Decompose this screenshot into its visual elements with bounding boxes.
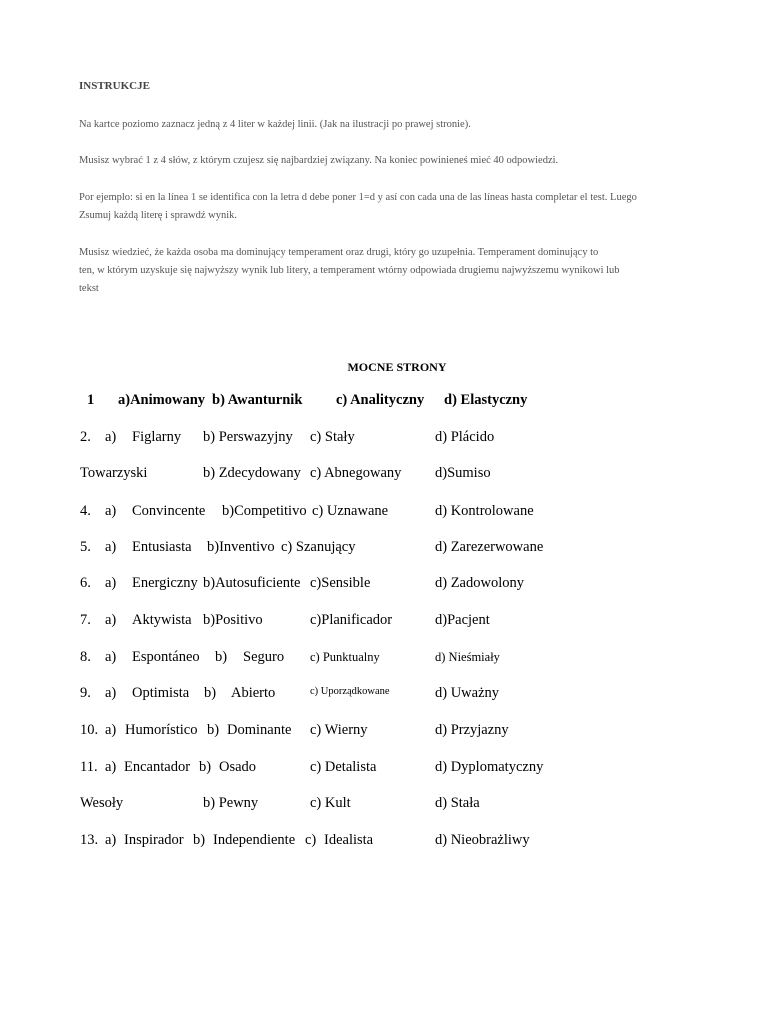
list-item [0, 759, 768, 781]
option-c: c) Szanujący [281, 539, 356, 555]
section-title: MOCNE STRONY [347, 360, 447, 374]
list-item [0, 795, 768, 817]
option-d: d)Pacjent [435, 612, 490, 628]
item-number: 4. [80, 503, 91, 519]
option-b-letter: b) [204, 685, 217, 701]
list-item [0, 685, 768, 707]
list-item [0, 465, 768, 487]
instruction-paragraph-4-line-3: tekst [79, 283, 99, 294]
item-number: 2. [80, 429, 91, 445]
option-d: d) Plácido [435, 429, 495, 445]
option-c: Idealista [324, 832, 374, 848]
option-a-letter: a) [105, 503, 117, 519]
option-a-letter: a) [105, 539, 117, 555]
option-a: a)Animowany [118, 392, 206, 408]
option-b-letter: b) [199, 759, 212, 775]
option-d: d) Nieśmiały [435, 650, 500, 664]
option-b: b)Competitivo [222, 503, 307, 519]
option-a-letter: a) [105, 722, 117, 738]
option-d: d) Zadowolony [435, 575, 524, 591]
option-c: c) Detalista [310, 759, 377, 775]
option-b-letter: b) [207, 722, 220, 738]
option-b: b) Perswazyjny [203, 429, 293, 445]
option-b: b) Pewny [203, 795, 259, 811]
list-item [0, 832, 768, 854]
option-a: Entusiasta [132, 539, 192, 555]
option-b-letter: b) [193, 832, 206, 848]
option-a: Encantador [124, 759, 191, 775]
option-a-letter: a) [105, 759, 117, 775]
item-number: 6. [80, 575, 91, 591]
item-number: 10. [80, 722, 99, 738]
option-c: c) Punktualny [310, 650, 380, 664]
option-d: d) Elastyczny [444, 392, 528, 408]
option-b: Seguro [243, 649, 285, 665]
option-c: c) Wierny [310, 722, 368, 738]
instruction-paragraph-3-line-1: Por ejemplo: si en la línea 1 se identifica con la letra d debe poner 1=d y así con cada una de las líneas hasta completar el test. Luego [79, 192, 637, 203]
list-item [0, 575, 768, 597]
option-b: b)Positivo [203, 612, 263, 628]
option-a-letter: a) [105, 832, 117, 848]
option-d: d) Nieobrażliwy [435, 832, 530, 848]
option-d: d) Przyjazny [435, 722, 509, 738]
option-a: Figlarny [132, 429, 182, 445]
option-c: c) Analityczny [336, 392, 425, 408]
option-d: d) Stała [435, 795, 480, 811]
option-b: b)Autosuficiente [203, 575, 301, 591]
item-number: 7. [80, 612, 91, 628]
option-c: c) Uznawane [312, 503, 389, 519]
instruction-paragraph-4-line-1: Musisz wiedzieć, że każda osoba ma dominujący temperament oraz drugi, który go uzupełnia. Temperament dominujący to [79, 247, 599, 258]
item-number: 13. [80, 832, 99, 848]
option-a-letter: a) [105, 649, 117, 665]
list-item [0, 429, 768, 451]
list-item [0, 503, 768, 525]
option-a: Optimista [132, 685, 190, 701]
list-item [0, 612, 768, 634]
instruction-paragraph-4-line-2: ten, w którym uzyskuje się najwyższy wynik lub litery, a temperament wtórny odpowiada drugiemu najwyższemu wynikowi lub [79, 265, 620, 276]
option-c: c) Uporządkowane [310, 686, 390, 697]
option-c: c)Planificador [310, 612, 393, 628]
item-number: 11. [80, 759, 98, 775]
item-number: 9. [80, 685, 91, 701]
option-a-letter: a) [105, 429, 117, 445]
option-c: c)Sensible [310, 575, 371, 591]
option-b-letter: b) [215, 649, 228, 665]
option-b: b)Inventivo [207, 539, 275, 555]
option-b: b) Awanturnik [212, 392, 303, 408]
item-number: 8. [80, 649, 91, 665]
option-a: Espontáneo [132, 649, 200, 665]
option-c: c) Stały [310, 429, 355, 445]
option-a: Wesoły [80, 795, 124, 811]
instruction-paragraph-2: Musisz wybrać 1 z 4 słów, z którym czujesz się najbardziej związany. Na koniec powinieneś mieć 40 odpowiedzi. [79, 155, 559, 166]
option-b: Osado [219, 759, 257, 775]
option-a: Humorístico [125, 722, 198, 738]
option-d: d) Zarezerwowane [435, 539, 544, 555]
option-a-letter: a) [105, 612, 117, 628]
option-a: Towarzyski [80, 465, 148, 481]
option-d: d) Uważny [435, 685, 500, 701]
option-b: Dominante [227, 722, 292, 738]
option-d: d) Kontrolowane [435, 503, 534, 519]
instruction-paragraph-1: Na kartce poziomo zaznacz jedną z 4 liter w każdej linii. (Jak na ilustracji po prawej stronie). [79, 119, 471, 130]
option-b: Abierto [231, 685, 276, 701]
option-a: Inspirador [124, 832, 184, 848]
option-c: c) Abnegowany [310, 465, 402, 481]
option-a: Energiczny [132, 575, 198, 591]
instruction-paragraph-3-line-2: Zsumuj każdą literę i sprawdź wynik. [79, 210, 238, 221]
option-a: Convincente [132, 503, 206, 519]
list-item [0, 722, 768, 744]
option-a: Aktywista [132, 612, 192, 628]
option-a-letter: a) [105, 685, 117, 701]
option-d: d) Dyplomatyczny [435, 759, 544, 775]
option-c: c) Kult [310, 795, 351, 811]
option-c-letter: c) [305, 832, 317, 848]
option-b: Independiente [213, 832, 296, 848]
option-a-letter: a) [105, 575, 117, 591]
item-number: 1 [87, 392, 95, 408]
instructions-heading: INSTRUKCJE [79, 80, 150, 92]
option-d: d)Sumiso [435, 465, 491, 481]
list-item [0, 539, 768, 561]
list-item [0, 392, 768, 414]
list-item [0, 649, 768, 671]
option-b: b) Zdecydowany [203, 465, 301, 481]
item-number: 5. [80, 539, 91, 555]
